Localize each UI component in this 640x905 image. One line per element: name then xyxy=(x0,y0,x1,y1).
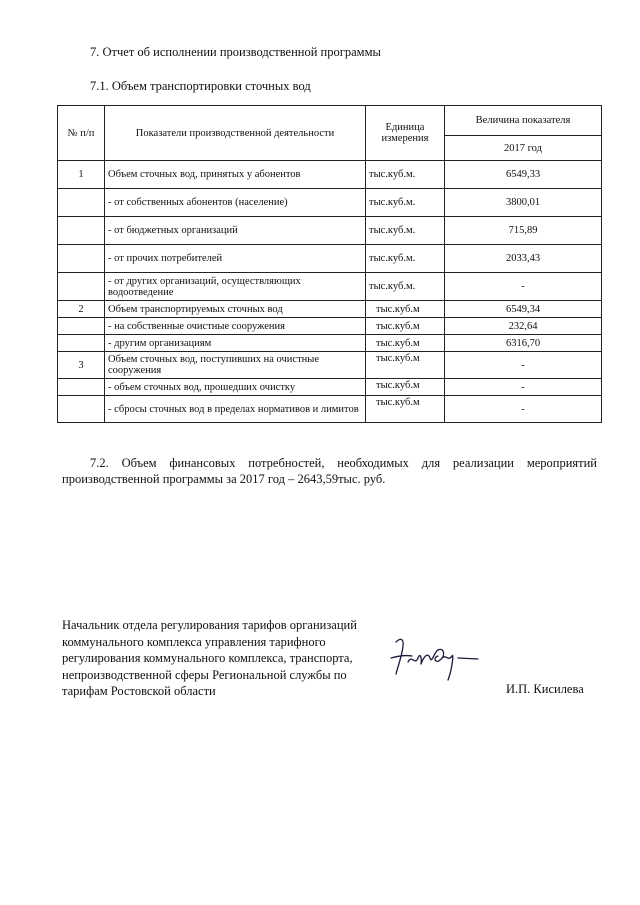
row-num xyxy=(58,245,105,273)
row-value: - xyxy=(445,396,602,423)
signatory-position xyxy=(62,617,382,700)
header-unit: Единица измерения xyxy=(366,106,445,161)
row-value: - xyxy=(445,273,602,301)
row-name: - на собственные очистные сооружения xyxy=(105,318,366,335)
row-unit: тыс.куб.м xyxy=(366,352,445,379)
row-num xyxy=(58,217,105,245)
row-value: - xyxy=(445,352,602,379)
row-num: 3 xyxy=(58,352,105,379)
row-name: - от собственных абонентов (население) xyxy=(105,189,366,217)
row-unit: тыс.куб.м. xyxy=(366,189,445,217)
table-row xyxy=(58,335,602,352)
row-value: 715,89 xyxy=(445,217,602,245)
row-name: Объем транспортируемых сточных вод xyxy=(105,301,366,318)
row-name: - от бюджетных организаций xyxy=(105,217,366,245)
row-value: - xyxy=(445,379,602,396)
row-unit: тыс.куб.м xyxy=(366,379,445,396)
row-unit: тыс.куб.м xyxy=(366,318,445,335)
position-line: тарифам Ростовской области xyxy=(62,684,216,698)
row-unit: тыс.куб.м xyxy=(366,396,445,423)
position-line: коммунального комплекса управления тарифного xyxy=(62,634,326,649)
row-name: - от других организаций, осуществляющих водоотведение xyxy=(105,273,366,301)
table-row xyxy=(58,301,602,318)
table-row xyxy=(58,379,602,396)
position-line: Начальник отдела регулирования тарифов организаций xyxy=(62,618,357,632)
transport-volume-table xyxy=(57,105,602,423)
row-name: Объем сточных вод, принятых у абонентов xyxy=(105,161,366,189)
row-value: 6316,70 xyxy=(445,335,602,352)
table-row xyxy=(58,396,602,423)
row-unit: тыс.куб.м xyxy=(366,335,445,352)
section-title: 7. Отчет об исполнении производственной программы xyxy=(90,45,381,59)
row-value: 6549,33 xyxy=(445,161,602,189)
row-name: Объем сточных вод, поступивших на очистные сооружения xyxy=(105,352,366,379)
row-unit: тыс.куб.м. xyxy=(366,161,445,189)
row-num xyxy=(58,396,105,423)
row-value: 2033,43 xyxy=(445,245,602,273)
row-value: 232,64 xyxy=(445,318,602,335)
row-value: 3800,01 xyxy=(445,189,602,217)
financial-needs-paragraph: 7.2. Объем финансовых потребностей, необходимых для реализации мероприятий производственной программы за 2017 год – 2643,59тыс. руб. xyxy=(62,456,597,486)
row-num xyxy=(58,335,105,352)
header-num: № п/п xyxy=(58,106,105,161)
position-line: регулирования коммунального комплекса, транспорта, xyxy=(62,651,353,665)
row-unit: тыс.куб.м. xyxy=(366,273,445,301)
table-row xyxy=(58,352,602,379)
row-name: - другим организациям xyxy=(105,335,366,352)
row-value: 6549,34 xyxy=(445,301,602,318)
row-unit: тыс.куб.м. xyxy=(366,245,445,273)
handwritten-signature xyxy=(388,628,483,688)
row-unit: тыс.куб.м. xyxy=(366,217,445,245)
row-name: - от прочих потребителей xyxy=(105,245,366,273)
header-year: 2017 год xyxy=(445,136,602,161)
row-num: 1 xyxy=(58,161,105,189)
header-value: Величина показателя xyxy=(445,106,602,136)
position-line: непроизводственной сферы Региональной службы по xyxy=(62,667,347,682)
row-num xyxy=(58,318,105,335)
row-num xyxy=(58,189,105,217)
table-row xyxy=(58,161,602,189)
row-num: 2 xyxy=(58,301,105,318)
row-name: - сбросы сточных вод в пределах нормативов и лимитов xyxy=(105,396,366,423)
table-row xyxy=(58,245,602,273)
subsection-title: 7.1. Объем транспортировки сточных вод xyxy=(90,79,311,93)
row-unit: тыс.куб.м xyxy=(366,301,445,318)
signatory-name: И.П. Кисилева xyxy=(506,682,584,696)
table-row xyxy=(58,318,602,335)
row-num xyxy=(58,273,105,301)
row-num xyxy=(58,379,105,396)
header-indicators: Показатели производственной деятельности xyxy=(105,106,366,161)
table-row xyxy=(58,273,602,301)
row-name: - объем сточных вод, прошедших очистку xyxy=(105,379,366,396)
table-row xyxy=(58,217,602,245)
table-row xyxy=(58,189,602,217)
